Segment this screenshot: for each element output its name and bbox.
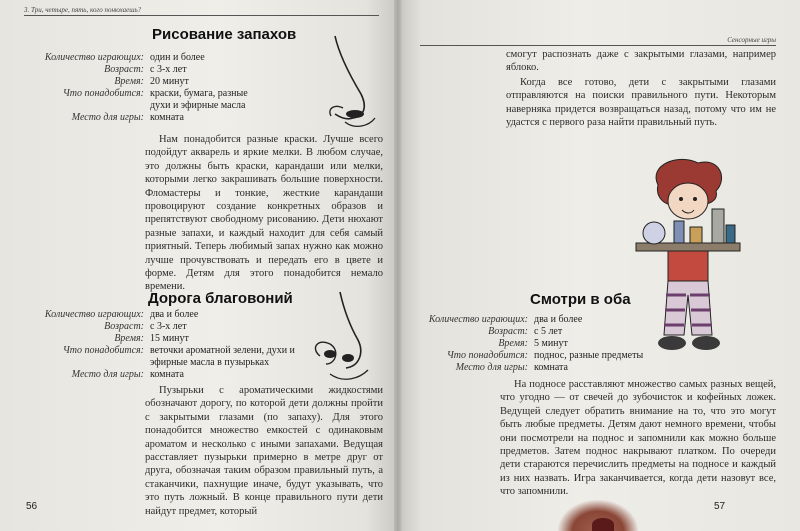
info-row: [14, 309, 314, 321]
running-head-left: 3. Три, четыре, пять, кого понюхаешь?: [24, 6, 379, 16]
left-page: [0, 0, 398, 531]
right-page: [398, 0, 800, 531]
info-row: [14, 321, 314, 333]
info-row: [14, 333, 314, 345]
info-row: [14, 88, 314, 112]
info-value: два и более: [150, 309, 199, 320]
info-label: Место для игры:: [71, 112, 144, 123]
info-row: [410, 338, 710, 350]
nose-illustration: [305, 34, 395, 134]
info-block-drawing-smells: [14, 52, 314, 124]
info-value: комната: [534, 362, 568, 373]
book-gutter: [394, 0, 402, 531]
info-label: Что понадобится:: [446, 350, 528, 361]
info-row: [410, 362, 710, 374]
section-title-look-closely: Смотри в оба: [530, 291, 631, 308]
info-label: Возраст:: [104, 321, 144, 332]
info-value: поднос, разные предметы: [534, 350, 644, 361]
info-row: [14, 64, 314, 76]
info-value: краски, бумага, разные духи и эфирные масла: [150, 88, 248, 111]
info-label: Количество играющих:: [428, 314, 528, 325]
section-title-drawing-smells: Рисование запахов: [152, 26, 297, 43]
info-label: Что понадобится:: [62, 345, 144, 356]
info-label: Что понадобится:: [62, 88, 144, 99]
info-row: [410, 314, 710, 326]
section-title-incense-road: Дорога благовоний: [148, 290, 293, 307]
info-value: с 5 лет: [534, 326, 563, 337]
info-label: Место для игры:: [71, 369, 144, 380]
info-block-incense-road: [14, 309, 314, 381]
body-text-continuation: смогут распознать даже с закрытыми глазами, например яблоко.: [506, 49, 776, 74]
info-value: с 3-х лет: [150, 64, 187, 75]
info-row: [14, 369, 314, 381]
info-value: 15 минут: [150, 333, 189, 344]
info-value: веточки ароматной зелени, духи и эфирные масла в пузырьках: [150, 345, 295, 368]
info-value: 5 минут: [534, 338, 568, 349]
info-row: [14, 52, 314, 64]
info-label: Время:: [114, 333, 144, 344]
info-row: [410, 350, 710, 362]
body-text-look-closely: На подносе расставляют множество самых разных вещей, что угодно — от свечей до зубочисток и кофейных ложек. Ведущей следует обратить внимание на то, что это могут быть любые предметы. Детям дают немного времени, чтобы они посмотрели на поднос и запомнили как можно больше предметов. Затем поднос накрывают платком. По очереди дети стараются перечислить предметы на подносе и каждый из них назвать. Игра заканчивается, когда дети назовут все, что запомнили.: [500, 379, 776, 498]
info-label: Время:: [114, 76, 144, 87]
info-value: 20 минут: [150, 76, 189, 87]
page-number-right: 57: [714, 501, 726, 512]
nose-nostrils-illustration: [300, 290, 390, 390]
info-value: с 3-х лет: [150, 321, 187, 332]
running-head-right: Сенсорные игры: [420, 36, 776, 46]
info-label: Возраст:: [104, 64, 144, 75]
page-number-left: 56: [26, 501, 38, 512]
info-label: Количество играющих:: [44, 309, 144, 320]
info-value: два и более: [534, 314, 583, 325]
body-text-incense-road: Пузырьки с ароматическими жидкостями обозначают дорогу, по которой дети должны пройти с закрытыми глазами (по запаху). Для этого понадобится множество емкостей с одинаковым ароматом и несколько с иными запахами. Ведущая расставляет пузырьки примерно в метре друг от друга, обозначая таким образом правильный путь, а стаканчики, пахнущие иначе, будут указывать, что это путь ложный. В конце правильного пути дети найдут предмет, который: [145, 385, 383, 517]
info-value: один и более: [150, 52, 205, 63]
info-value: комната: [150, 369, 184, 380]
info-label: Возраст:: [488, 326, 528, 337]
info-block-look-closely: [410, 314, 710, 374]
info-label: Количество играющих:: [44, 52, 144, 63]
body-text-continuation-2: Когда все готово, дети с закрытыми глазами отправляются на поиски правильного пути. Некоторым наверняка придется возвращаться назад, потому что им не удастся с первого раза найти правильный путь.: [506, 77, 776, 129]
info-row: [14, 76, 314, 88]
body-text-drawing-smells: Нам понадобится разные краски. Лучше всего подойдут акварель и яркие мелки. В любом случае, это должны быть краски, карандаши или мелки, которыми легко закрашивать большие поверхности. Фломастеры и тонкие, жесткие карандаши провоцируют создание конкретных образов и препятствуют свободному рисованию. Дети нюхают разные запахи, и каждый находит для себя самый приятный. Теперь любимый запах нужно как можно лучше прочувствовать и передать его в цвете и форме. Детям для этого понадобится немало времени.: [145, 134, 383, 293]
info-label: Место для игры:: [455, 362, 528, 373]
info-row: [14, 112, 314, 124]
info-value: комната: [150, 112, 184, 123]
fingernail: [592, 518, 614, 531]
info-row: [410, 326, 710, 338]
info-label: Время:: [498, 338, 528, 349]
info-row: [14, 345, 314, 369]
